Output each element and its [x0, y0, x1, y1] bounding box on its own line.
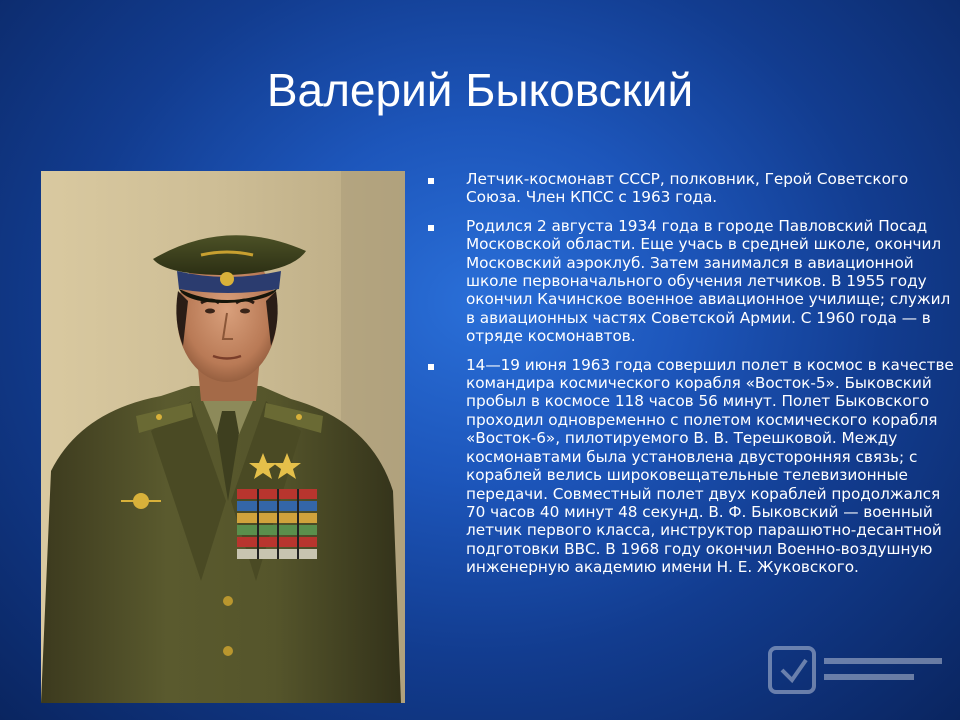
bullet-text: Родился 2 августа 1934 года в городе Павловский Посад Московской области. Еще учась в средней школе, окончил Московский аэроклуб. Затем занимался в авиационной школе первоначального обучения летчиков. В 1955 году окончил Качинское военное авиационное училище; служил в авиационных частях Советской Армии. С 1960 года — в отряде космонавтов.: [466, 216, 951, 346]
bullet-text: 14—19 июня 1963 года совершил полет в космос в качестве командира космического корабля «Восток-5». Быковский пробыл в космосе 118 часов 56 минут. Полет Быковского проходил одновременно с полетом космического корабля «Восток-6», пилотируемого В. В. Терешковой. Между космонавтами была установлена двусторонняя связь; с кораблей велись широковещательные телевизионные передачи. Совместный полет двух кораблей продолжался 70 часов 40 минут 48 секунд. В. Ф. Быковский — военный летчик первого класса, инструктор парашютно-десантной подготовки ВВС. В 1968 году окончил Военно-воздушную инженерную академию имени Н. Е. Жуковского.: [466, 355, 954, 577]
bullet-square-icon: [428, 225, 434, 231]
bullet-item-spaceflight: [425, 356, 957, 577]
bullet-item-rank: [425, 170, 957, 207]
portrait-illustration: [41, 171, 405, 703]
watermark-logo: [762, 640, 952, 700]
bullet-item-biography: [425, 217, 957, 346]
bullet-square-icon: [428, 178, 434, 184]
portrait-photo: [41, 171, 405, 703]
watermark-icon: [762, 640, 952, 700]
bullet-list: [425, 170, 957, 587]
bullet-square-icon: [428, 364, 434, 370]
bullet-text: Летчик-космонавт СССР, полковник, Герой Советского Союза. Член КПСС с 1963 года.: [466, 170, 909, 207]
slide-title: Валерий Быковский: [266, 64, 694, 116]
